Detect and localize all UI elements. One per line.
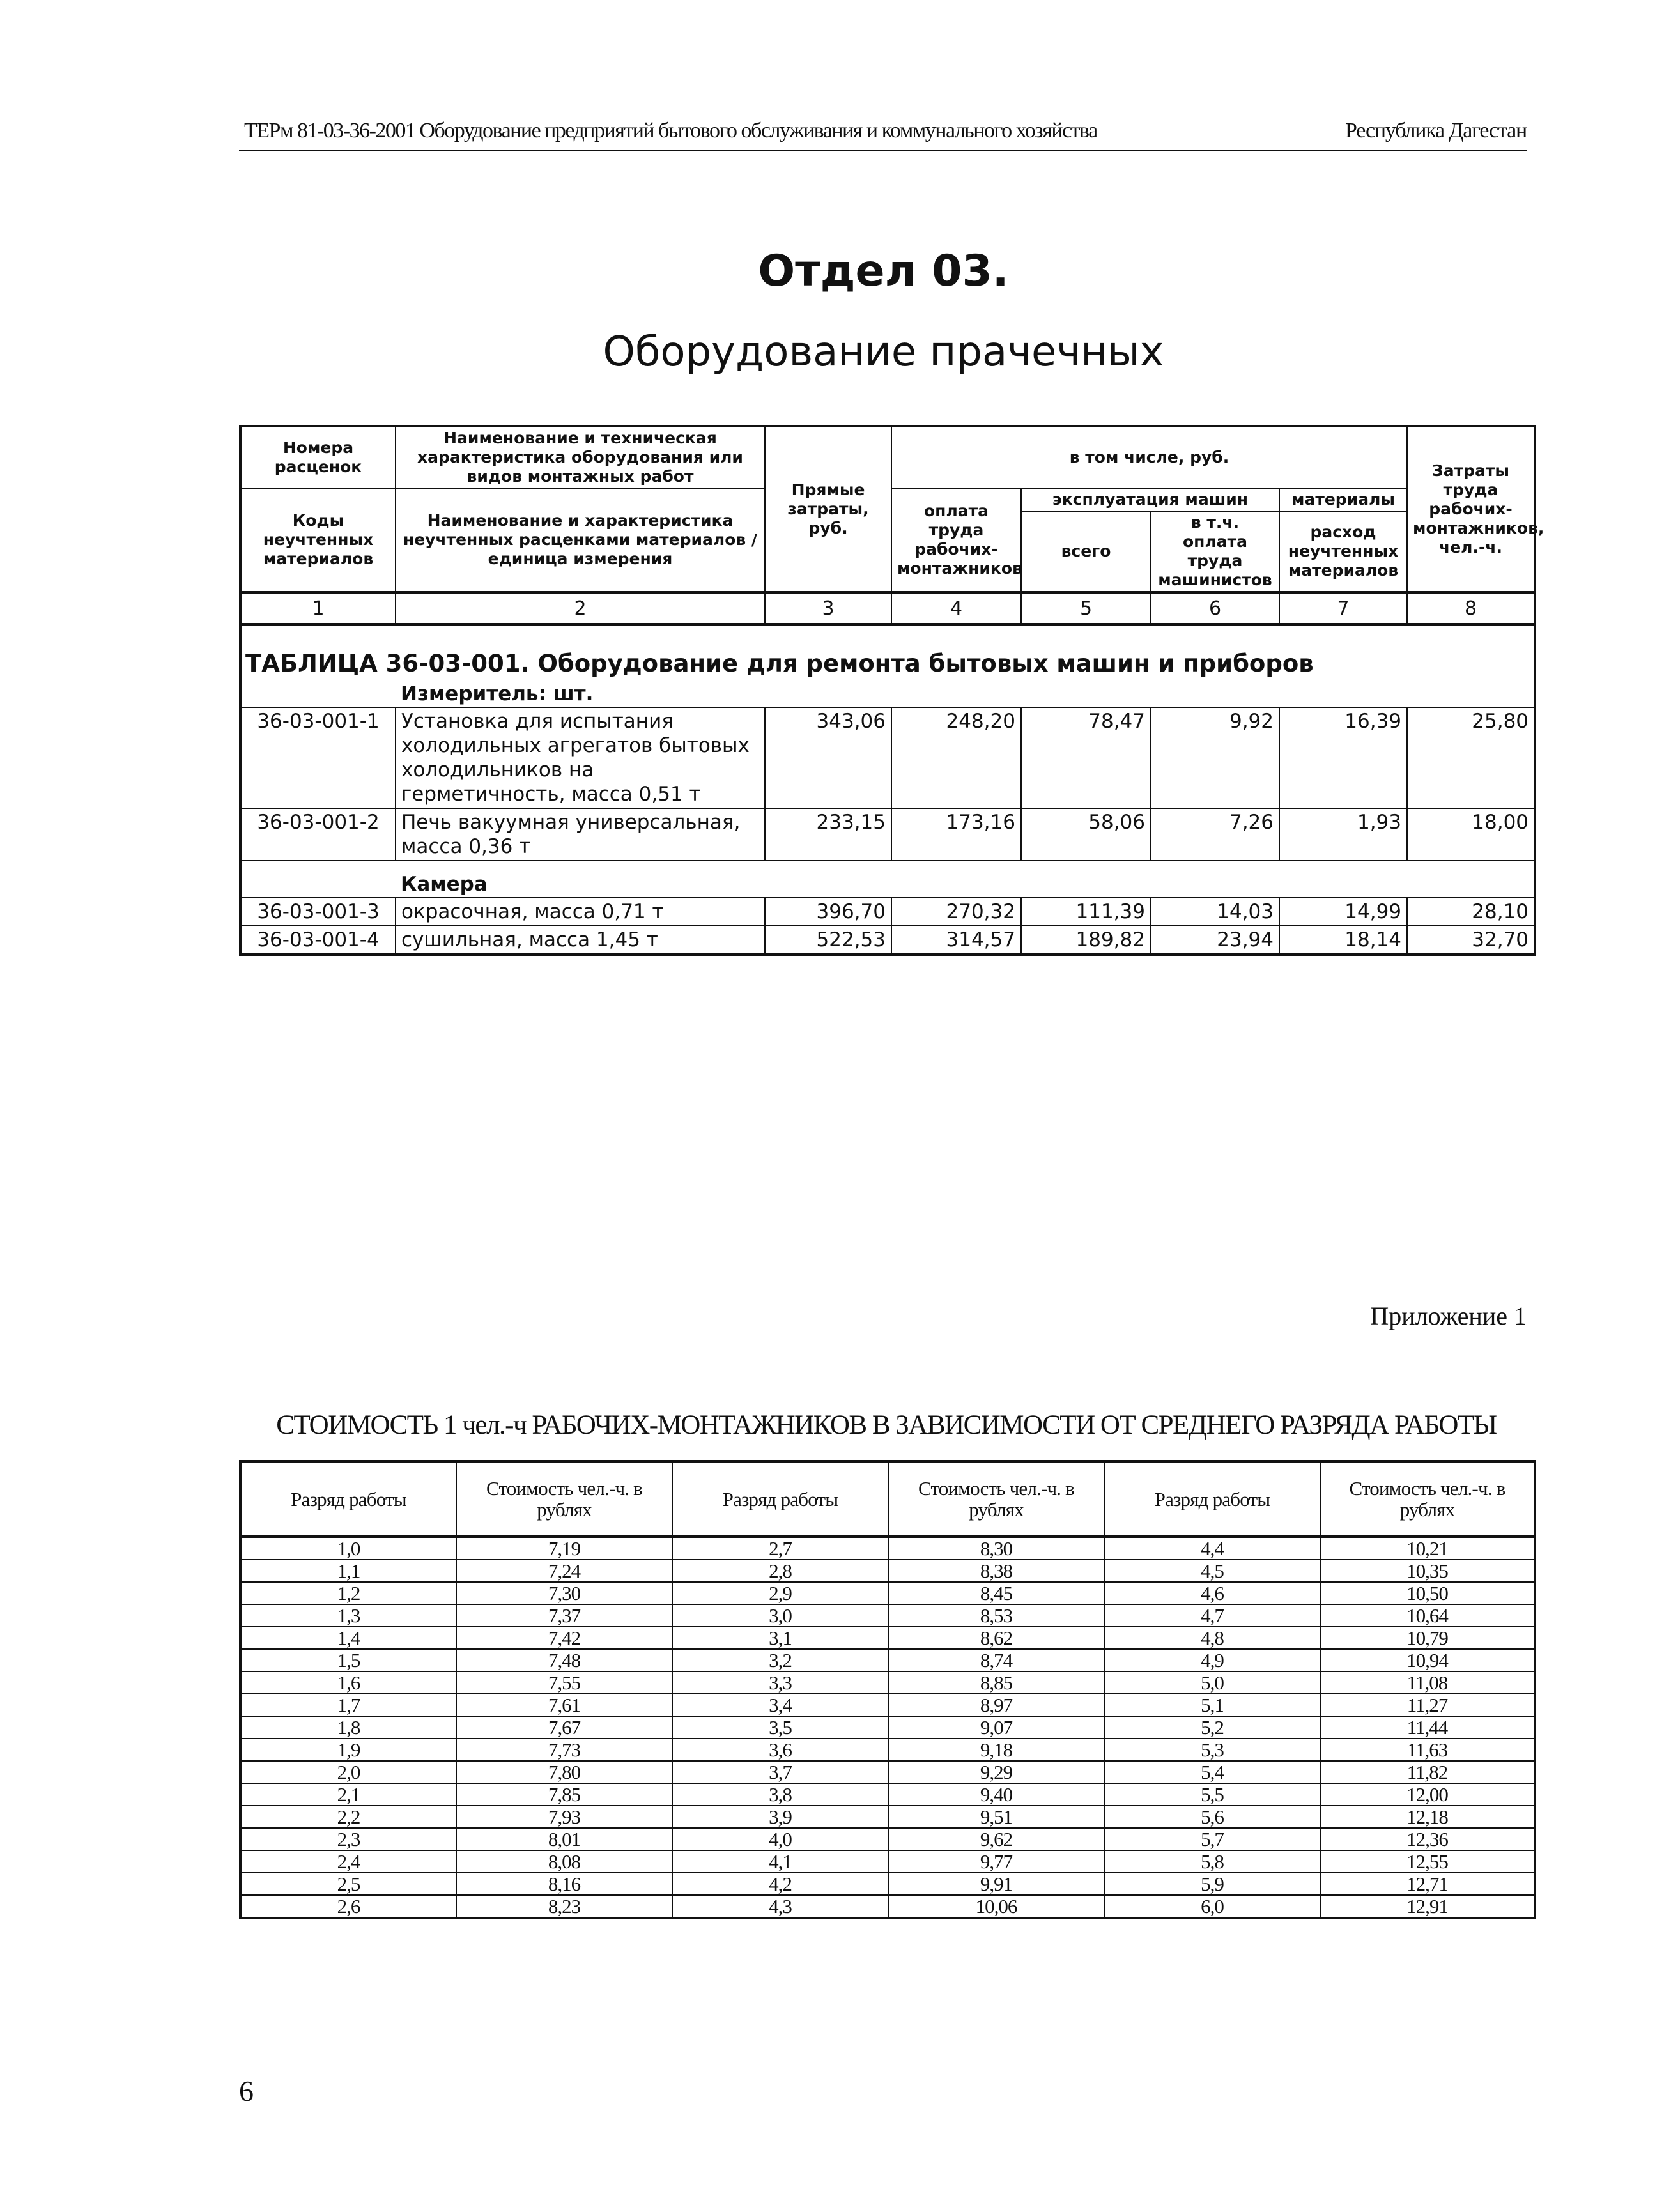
cost-cell: 11,08 xyxy=(1320,1671,1535,1694)
table-row xyxy=(240,898,1535,926)
cost-cell: 12,71 xyxy=(1320,1873,1535,1895)
header-cost: Стоимость чел.-ч. в рублях xyxy=(1320,1461,1535,1537)
materials-cost: 18,14 xyxy=(1279,926,1407,955)
header-grade: Разряд работы xyxy=(672,1461,888,1537)
table-row xyxy=(240,1694,1535,1716)
grade-cell: 5,8 xyxy=(1104,1850,1320,1873)
header-direct-costs: Прямые затраты, руб. xyxy=(765,426,891,592)
cost-cell: 7,24 xyxy=(456,1560,672,1582)
grade-cell: 4,1 xyxy=(672,1850,888,1873)
cost-cell: 8,53 xyxy=(888,1604,1104,1627)
grade-cell: 2,4 xyxy=(240,1850,456,1873)
cost-cell: 9,77 xyxy=(888,1850,1104,1873)
rate-code: 36-03-001-2 xyxy=(240,808,396,861)
empty-cell xyxy=(240,681,396,707)
cost-cell: 8,45 xyxy=(888,1582,1104,1604)
cost-cell: 7,37 xyxy=(456,1604,672,1627)
grade-cell: 4,7 xyxy=(1104,1604,1320,1627)
materials-cost: 14,99 xyxy=(1279,898,1407,926)
grade-cell: 4,8 xyxy=(1104,1627,1320,1649)
grade-cell: 2,0 xyxy=(240,1761,456,1783)
cost-cell: 9,07 xyxy=(888,1716,1104,1739)
grade-cell: 2,7 xyxy=(672,1537,888,1560)
cost-cell: 7,48 xyxy=(456,1649,672,1671)
grade-cell: 5,6 xyxy=(1104,1806,1320,1828)
header-labor-costs: Затраты труда рабочих-монтажников, чел.-ч. xyxy=(1407,426,1535,592)
cost-table-title: СТОИМОСТЬ 1 чел.-ч РАБОЧИХ-МОНТАЖНИКОВ В ЗАВИСИМОСТИ ОТ СРЕДНЕГО РАЗРЯДА РАБОТЫ xyxy=(276,1410,1497,1440)
materials-cost: 1,93 xyxy=(1279,808,1407,861)
table-row xyxy=(240,808,1535,861)
cost-cell: 8,62 xyxy=(888,1627,1104,1649)
header-divider xyxy=(239,150,1527,151)
cost-cell: 8,38 xyxy=(888,1560,1104,1582)
rate-name: сушильная, масса 1,45 т xyxy=(396,926,765,955)
wages-cost: 173,16 xyxy=(891,808,1021,861)
grade-cell: 2,9 xyxy=(672,1582,888,1604)
grade-cell: 1,8 xyxy=(240,1716,456,1739)
labor-cost: 25,80 xyxy=(1407,707,1535,808)
grade-cell: 3,8 xyxy=(672,1783,888,1806)
table-row xyxy=(240,1873,1535,1895)
grade-cell: 4,6 xyxy=(1104,1582,1320,1604)
table-row xyxy=(240,1806,1535,1828)
column-number: 7 xyxy=(1279,592,1407,624)
rate-name: окрасочная, масса 0,71 т xyxy=(396,898,765,926)
cost-cell: 8,23 xyxy=(456,1895,672,1918)
empty-cell xyxy=(240,861,396,898)
grade-cell: 4,2 xyxy=(672,1873,888,1895)
cost-cell: 11,82 xyxy=(1320,1761,1535,1783)
labor-cost: 18,00 xyxy=(1407,808,1535,861)
machines-wages-cost: 14,03 xyxy=(1151,898,1279,926)
wages-cost: 314,57 xyxy=(891,926,1021,955)
cost-cell: 9,91 xyxy=(888,1873,1104,1895)
grade-cell: 1,6 xyxy=(240,1671,456,1694)
header-machines: эксплуатация машин xyxy=(1021,488,1279,511)
table-title: ТАБЛИЦА 36-03-001. Оборудование для ремонта бытовых машин и приборов xyxy=(240,624,1535,681)
grade-cell: 4,0 xyxy=(672,1828,888,1850)
cost-cell: 12,00 xyxy=(1320,1783,1535,1806)
running-header-region: Республика Дагестан xyxy=(1344,119,1527,142)
rate-name: Установка для испытания холодильных агрегатов бытовых холодильников на герметичность, масса 0,51 т xyxy=(396,707,765,808)
cost-cell: 7,67 xyxy=(456,1716,672,1739)
grade-cell: 1,5 xyxy=(240,1649,456,1671)
grade-cell: 3,0 xyxy=(672,1604,888,1627)
grade-cell: 2,5 xyxy=(240,1873,456,1895)
rate-name: Печь вакуумная универсальная, масса 0,36 т xyxy=(396,808,765,861)
table-row xyxy=(240,1828,1535,1850)
machines-cost: 111,39 xyxy=(1021,898,1151,926)
appendix-label: Приложение 1 xyxy=(1370,1302,1527,1330)
header-machines-total: всего xyxy=(1021,511,1151,592)
grade-cell: 4,3 xyxy=(672,1895,888,1918)
table-row xyxy=(240,1850,1535,1873)
grade-cell: 5,7 xyxy=(1104,1828,1320,1850)
cost-cell: 7,85 xyxy=(456,1783,672,1806)
column-number: 8 xyxy=(1407,592,1535,624)
cost-cell: 10,79 xyxy=(1320,1627,1535,1649)
running-header-title: ТЕРм 81-03-36-2001 Оборудование предприятий бытового обслуживания и коммунального хозяйства xyxy=(244,119,1097,142)
measure-unit: Измеритель: шт. xyxy=(396,681,1535,707)
cost-cell: 11,44 xyxy=(1320,1716,1535,1739)
page-number: 6 xyxy=(239,2075,254,2107)
grade-cell: 3,2 xyxy=(672,1649,888,1671)
header-grade: Разряд работы xyxy=(240,1461,456,1537)
header-cost: Стоимость чел.-ч. в рублях xyxy=(888,1461,1104,1537)
table-row xyxy=(240,1761,1535,1783)
grade-cell: 3,7 xyxy=(672,1761,888,1783)
grade-cell: 1,1 xyxy=(240,1560,456,1582)
grade-cell: 1,4 xyxy=(240,1627,456,1649)
cost-cell: 8,85 xyxy=(888,1671,1104,1694)
column-number: 6 xyxy=(1151,592,1279,624)
rate-code: 36-03-001-4 xyxy=(240,926,396,955)
cost-cell: 10,35 xyxy=(1320,1560,1535,1582)
cost-cell: 12,36 xyxy=(1320,1828,1535,1850)
table-row xyxy=(240,1604,1535,1627)
machines-wages-cost: 7,26 xyxy=(1151,808,1279,861)
cost-cell: 8,97 xyxy=(888,1694,1104,1716)
header-cost: Стоимость чел.-ч. в рублях xyxy=(456,1461,672,1537)
grade-cell: 2,8 xyxy=(672,1560,888,1582)
grade-cell: 3,5 xyxy=(672,1716,888,1739)
section-subtitle: Оборудование прачечных xyxy=(603,328,1164,376)
column-number: 3 xyxy=(765,592,891,624)
table-row xyxy=(240,1739,1535,1761)
table-row xyxy=(240,926,1535,955)
wages-cost: 270,32 xyxy=(891,898,1021,926)
table-row xyxy=(240,1783,1535,1806)
header-material-names: Наименование и характеристика неучтенных расценками материалов / единица измерения xyxy=(396,488,765,592)
cost-cell: 7,42 xyxy=(456,1627,672,1649)
cost-cell: 10,06 xyxy=(888,1895,1104,1918)
cost-cell: 9,40 xyxy=(888,1783,1104,1806)
grade-cell: 5,3 xyxy=(1104,1739,1320,1761)
header-material-codes: Коды неучтенных материалов xyxy=(240,488,396,592)
cost-table xyxy=(239,1460,1536,1919)
table-row xyxy=(240,1649,1535,1671)
cost-cell: 8,16 xyxy=(456,1873,672,1895)
cost-cell: 10,64 xyxy=(1320,1604,1535,1627)
cost-cell: 7,61 xyxy=(456,1694,672,1716)
grade-cell: 6,0 xyxy=(1104,1895,1320,1918)
table-row xyxy=(240,1537,1535,1560)
grade-cell: 2,6 xyxy=(240,1895,456,1918)
grade-cell: 3,6 xyxy=(672,1739,888,1761)
column-number: 1 xyxy=(240,592,396,624)
grade-cell: 5,0 xyxy=(1104,1671,1320,1694)
direct-cost: 233,15 xyxy=(765,808,891,861)
cost-cell: 12,55 xyxy=(1320,1850,1535,1873)
rate-code: 36-03-001-3 xyxy=(240,898,396,926)
table-row xyxy=(240,1560,1535,1582)
grade-cell: 5,2 xyxy=(1104,1716,1320,1739)
cost-cell: 8,74 xyxy=(888,1649,1104,1671)
grade-cell: 4,5 xyxy=(1104,1560,1320,1582)
machines-cost: 78,47 xyxy=(1021,707,1151,808)
materials-cost: 16,39 xyxy=(1279,707,1407,808)
grade-cell: 5,4 xyxy=(1104,1761,1320,1783)
machines-wages-cost: 9,92 xyxy=(1151,707,1279,808)
grade-cell: 2,3 xyxy=(240,1828,456,1850)
grade-cell: 5,9 xyxy=(1104,1873,1320,1895)
table-row xyxy=(240,1716,1535,1739)
cost-cell: 9,51 xyxy=(888,1806,1104,1828)
header-work-name: Наименование и техническая характеристика оборудования или видов монтажных работ xyxy=(396,426,765,488)
header-wages: оплата труда рабочих-монтажников xyxy=(891,488,1021,592)
grade-cell: 3,3 xyxy=(672,1671,888,1694)
cost-cell: 7,30 xyxy=(456,1582,672,1604)
header-grade: Разряд работы xyxy=(1104,1461,1320,1537)
group-heading: Камера xyxy=(396,861,1535,898)
cost-cell: 10,50 xyxy=(1320,1582,1535,1604)
grade-cell: 1,0 xyxy=(240,1537,456,1560)
table-row xyxy=(240,1627,1535,1649)
cost-cell: 7,55 xyxy=(456,1671,672,1694)
cost-cell: 7,19 xyxy=(456,1537,672,1560)
machines-cost: 189,82 xyxy=(1021,926,1151,955)
column-number: 4 xyxy=(891,592,1021,624)
cost-cell: 11,63 xyxy=(1320,1739,1535,1761)
direct-cost: 522,53 xyxy=(765,926,891,955)
cost-cell: 9,29 xyxy=(888,1761,1104,1783)
estimate-table xyxy=(239,425,1544,956)
cost-cell: 8,30 xyxy=(888,1537,1104,1560)
grade-cell: 1,2 xyxy=(240,1582,456,1604)
cost-cell: 7,73 xyxy=(456,1739,672,1761)
header-machines-wages: в т.ч. оплата труда машинистов xyxy=(1151,511,1279,592)
cost-cell: 11,27 xyxy=(1320,1694,1535,1716)
column-number: 2 xyxy=(396,592,765,624)
table-row xyxy=(240,1582,1535,1604)
cost-cell: 8,08 xyxy=(456,1850,672,1873)
header-rate-number: Номера расценок xyxy=(240,426,396,488)
grade-cell: 1,9 xyxy=(240,1739,456,1761)
header-including: в том числе, руб. xyxy=(891,426,1407,488)
cost-cell: 8,01 xyxy=(456,1828,672,1850)
grade-cell: 4,4 xyxy=(1104,1537,1320,1560)
labor-cost: 32,70 xyxy=(1407,926,1535,955)
machines-cost: 58,06 xyxy=(1021,808,1151,861)
direct-cost: 343,06 xyxy=(765,707,891,808)
header-materials-unaccounted: расход неучтенных материалов xyxy=(1279,511,1407,592)
column-number: 5 xyxy=(1021,592,1151,624)
cost-cell: 9,18 xyxy=(888,1739,1104,1761)
grade-cell: 2,1 xyxy=(240,1783,456,1806)
labor-cost: 28,10 xyxy=(1407,898,1535,926)
cost-cell: 10,94 xyxy=(1320,1649,1535,1671)
grade-cell: 5,1 xyxy=(1104,1694,1320,1716)
grade-cell: 1,3 xyxy=(240,1604,456,1627)
wages-cost: 248,20 xyxy=(891,707,1021,808)
grade-cell: 4,9 xyxy=(1104,1649,1320,1671)
grade-cell: 3,1 xyxy=(672,1627,888,1649)
section-title: Отдел 03. xyxy=(758,246,1009,296)
grade-cell: 3,9 xyxy=(672,1806,888,1828)
grade-cell: 3,4 xyxy=(672,1694,888,1716)
header-materials: материалы xyxy=(1279,488,1407,511)
rate-code: 36-03-001-1 xyxy=(240,707,396,808)
table-row xyxy=(240,1895,1535,1918)
grade-cell: 1,7 xyxy=(240,1694,456,1716)
cost-cell: 7,93 xyxy=(456,1806,672,1828)
table-row xyxy=(240,1671,1535,1694)
machines-wages-cost: 23,94 xyxy=(1151,926,1279,955)
cost-cell: 10,21 xyxy=(1320,1537,1535,1560)
grade-cell: 2,2 xyxy=(240,1806,456,1828)
direct-cost: 396,70 xyxy=(765,898,891,926)
grade-cell: 5,5 xyxy=(1104,1783,1320,1806)
cost-cell: 7,80 xyxy=(456,1761,672,1783)
cost-cell: 9,62 xyxy=(888,1828,1104,1850)
table-row xyxy=(240,707,1535,808)
cost-cell: 12,91 xyxy=(1320,1895,1535,1918)
cost-cell: 12,18 xyxy=(1320,1806,1535,1828)
